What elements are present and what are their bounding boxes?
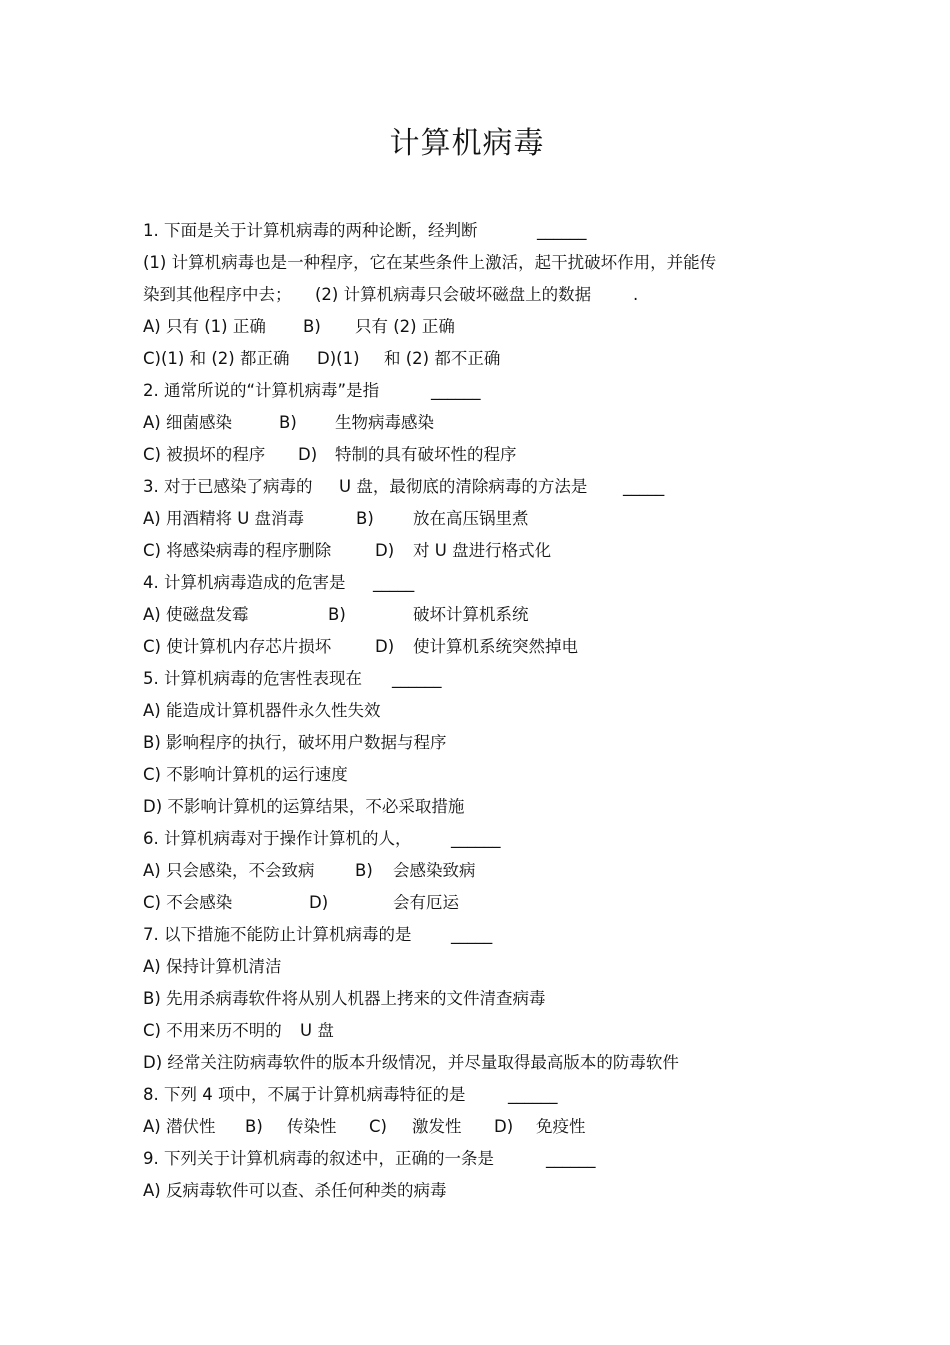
text-segment: B) — [328, 605, 346, 624]
text-segment: 染到其他程序中去； — [143, 285, 292, 304]
text-segment: 传染性 — [287, 1117, 337, 1136]
text-segment: A) 潜伏性 — [143, 1117, 216, 1136]
text-segment: 对 U 盘进行格式化 — [413, 541, 552, 560]
text-segment: ______ — [431, 381, 481, 400]
text-line — [143, 919, 783, 951]
text-segment: 7. 以下措施不能防止计算机病毒的是 — [143, 925, 412, 944]
text-line — [143, 599, 783, 631]
text-segment: A) 只会感染，不会致病 — [143, 861, 315, 880]
text-segment: C) 不会感染 — [143, 893, 233, 912]
text-segment: ______ — [451, 829, 501, 848]
text-line — [143, 535, 783, 567]
text-segment: B) — [356, 509, 374, 528]
text-line — [143, 343, 783, 375]
text-line — [143, 279, 783, 311]
text-segment: A) 能造成计算机器件永久性失效 — [143, 701, 381, 720]
text-segment: D) 不影响计算机的运算结果，不必采取措施 — [143, 797, 465, 816]
text-line — [143, 631, 783, 663]
text-line — [143, 439, 783, 471]
text-line — [143, 1111, 783, 1143]
text-line — [143, 1047, 783, 1079]
text-segment: C)(1) 和 (2) 都正确 — [143, 349, 290, 368]
text-segment: ______ — [546, 1149, 596, 1168]
text-segment: U 盘 — [300, 1021, 334, 1040]
text-line — [143, 1143, 783, 1175]
text-segment: C) 被损坏的程序 — [143, 445, 266, 464]
text-line — [143, 567, 783, 599]
text-segment: ______ — [392, 669, 442, 688]
text-segment: 和 (2) 都不正确 — [384, 349, 501, 368]
text-line — [143, 759, 783, 791]
text-line — [143, 247, 783, 279]
text-segment: 会有厄运 — [393, 893, 459, 912]
text-segment: C) — [369, 1117, 387, 1136]
text-line — [143, 1015, 783, 1047]
text-segment: . — [633, 285, 639, 304]
text-segment: 激发性 — [412, 1117, 462, 1136]
text-segment: A) 细菌感染 — [143, 413, 232, 432]
text-segment: D) — [375, 637, 395, 656]
text-line — [143, 311, 783, 343]
text-segment: (2) 计算机病毒只会破坏磁盘上的数据 — [315, 285, 592, 304]
text-segment: B) 影响程序的执行，破坏用户数据与程序 — [143, 733, 447, 752]
text-segment: D) — [494, 1117, 514, 1136]
text-line — [143, 503, 783, 535]
text-segment: D)(1) — [317, 349, 360, 368]
text-line — [143, 1175, 783, 1207]
text-line — [143, 727, 783, 759]
page-title: 计算机病毒 — [389, 126, 545, 161]
text-line — [143, 375, 783, 407]
text-line — [143, 887, 783, 919]
text-line — [143, 471, 783, 503]
text-segment: 破坏计算机系统 — [413, 605, 529, 624]
text-segment: 免疫性 — [536, 1117, 586, 1136]
text-segment: 只有 (2) 正确 — [355, 317, 455, 336]
text-segment: A) 反病毒软件可以查、杀任何种类的病毒 — [143, 1181, 447, 1200]
text-segment: ______ — [508, 1085, 558, 1104]
text-line — [143, 663, 783, 695]
text-segment: D) — [375, 541, 395, 560]
text-segment: 使计算机系统突然掉电 — [413, 637, 578, 656]
text-segment: 会感染致病 — [393, 861, 476, 880]
text-segment: 放在高压锅里煮 — [413, 509, 529, 528]
text-segment: A) 使磁盘发霉 — [143, 605, 249, 624]
text-segment: A) 保持计算机清洁 — [143, 957, 282, 976]
text-segment: C) 不影响计算机的运行速度 — [143, 765, 348, 784]
text-segment: C) 将感染病毒的程序删除 — [143, 541, 332, 560]
text-segment: 4. 计算机病毒造成的危害是 — [143, 573, 346, 592]
text-segment: _____ — [623, 477, 665, 496]
text-line — [143, 791, 783, 823]
question-list — [143, 215, 783, 1207]
text-segment: 1. 下面是关于计算机病毒的两种论断，经判断 — [143, 221, 478, 240]
text-segment: 生物病毒感染 — [335, 413, 434, 432]
text-segment: B) — [279, 413, 297, 432]
text-segment: 8. 下列 4 项中，不属于计算机病毒特征的是 — [143, 1085, 466, 1104]
text-segment: A) 用酒精将 U 盘消毒 — [143, 509, 305, 528]
text-segment: 3. 对于已感染了病毒的 — [143, 477, 313, 496]
text-segment: D) — [298, 445, 318, 464]
text-segment: C) 使计算机内存芯片损坏 — [143, 637, 332, 656]
text-segment: 9. 下列关于计算机病毒的叙述中，正确的一条是 — [143, 1149, 494, 1168]
text-segment: 6. 计算机病毒对于操作计算机的人， — [143, 829, 412, 848]
text-line — [143, 407, 783, 439]
text-line — [143, 823, 783, 855]
text-segment: B) 先用杀病毒软件将从别人机器上拷来的文件清查病毒 — [143, 989, 546, 1008]
text-segment: U 盘，最彻底的清除病毒的方法是 — [339, 477, 588, 496]
text-segment: 特制的具有破坏性的程序 — [335, 445, 517, 464]
text-segment: B) — [245, 1117, 263, 1136]
text-line — [143, 695, 783, 727]
text-segment: (1) 计算机病毒也是一种程序，它在某些条件上激活，起干扰破坏作用，并能传 — [143, 253, 717, 272]
text-segment: A) 只有 (1) 正确 — [143, 317, 266, 336]
text-segment: 2. 通常所说的“计算机病毒”是指 — [143, 381, 380, 400]
text-segment: D) — [309, 893, 329, 912]
text-segment: 5. 计算机病毒的危害性表现在 — [143, 669, 362, 688]
text-segment: C) 不用来历不明的 — [143, 1021, 282, 1040]
text-line — [143, 951, 783, 983]
text-segment: _____ — [373, 573, 415, 592]
text-segment: B) — [355, 861, 373, 880]
text-line — [143, 855, 783, 887]
text-segment: ______ — [537, 221, 587, 240]
text-line — [143, 1079, 783, 1111]
text-segment: B) — [303, 317, 321, 336]
text-line — [143, 983, 783, 1015]
text-segment: _____ — [451, 925, 493, 944]
text-line — [143, 215, 783, 247]
text-segment: D) 经常关注防病毒软件的版本升级情况，并尽量取得最高版本的防毒软件 — [143, 1053, 679, 1072]
